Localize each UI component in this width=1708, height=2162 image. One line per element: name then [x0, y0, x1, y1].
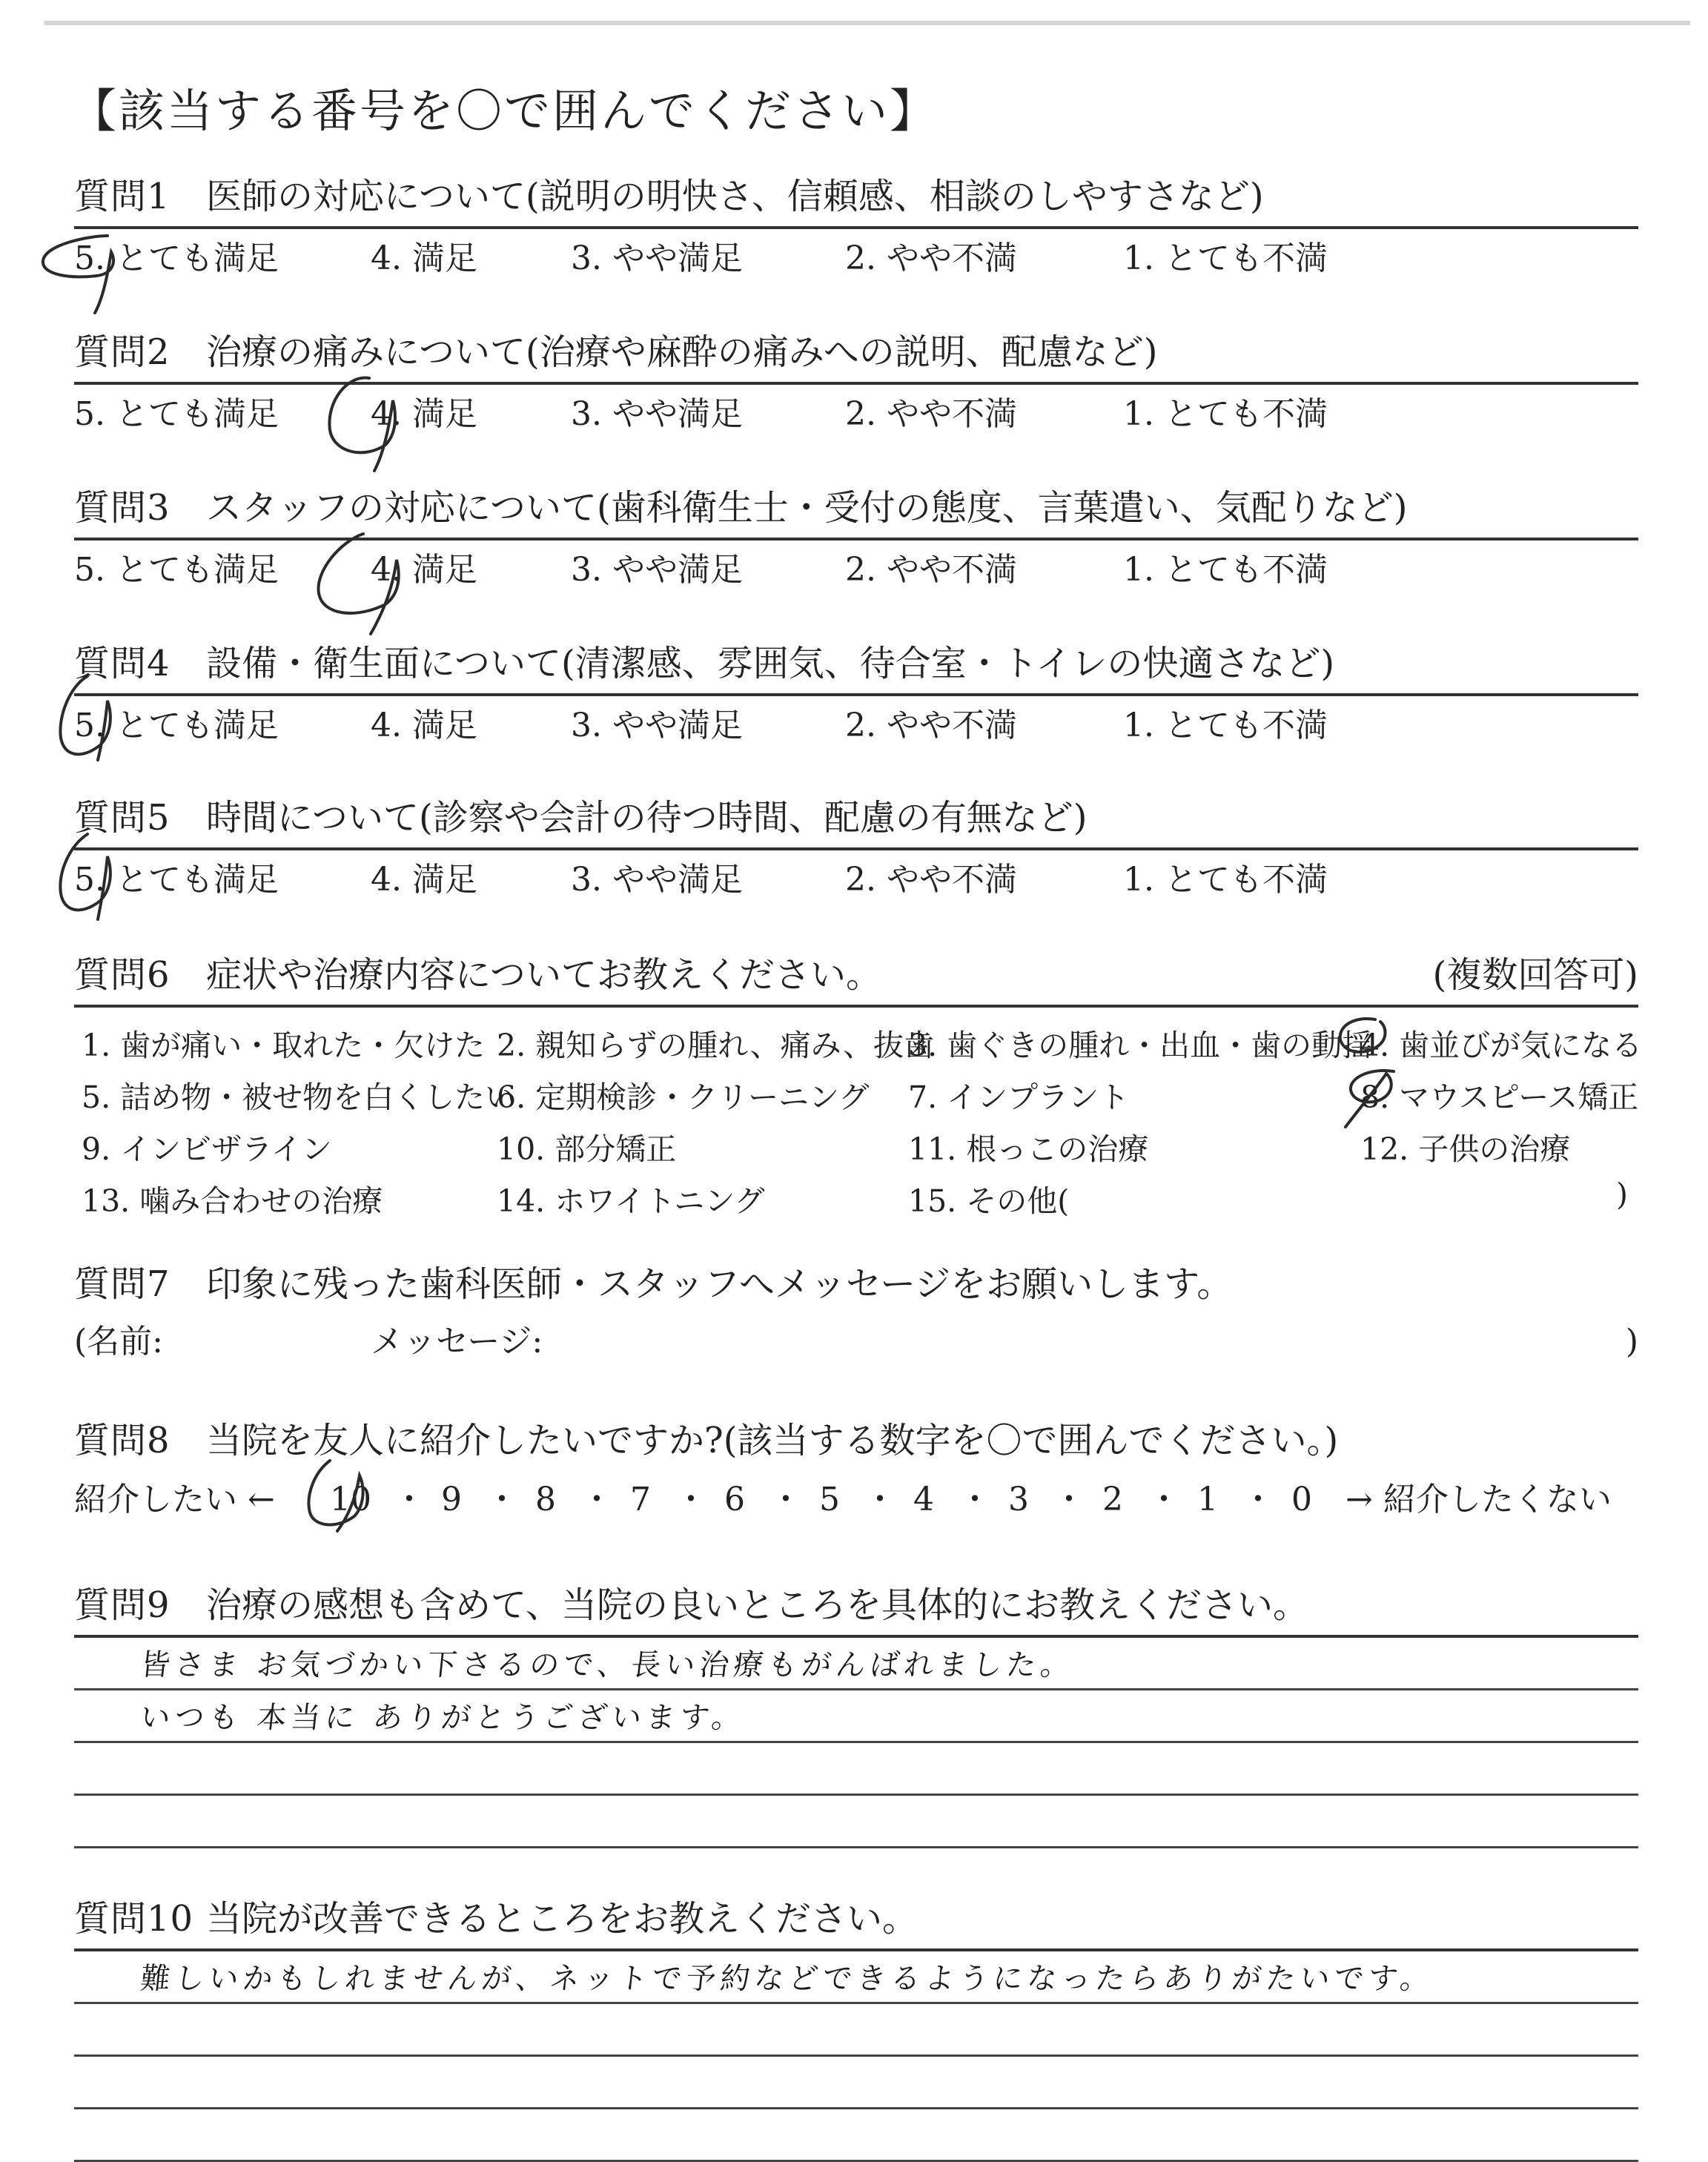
- question-10: [74, 1889, 1638, 2162]
- treatment-option[interactable]: 4. 歯並びが気になる: [1360, 1028, 1643, 1063]
- option-4[interactable]: 4. 満足: [371, 395, 477, 433]
- question-number: 質問8: [74, 1420, 171, 1461]
- option-3[interactable]: 3. やや満足: [571, 551, 743, 589]
- question-number: 質問7: [74, 1263, 171, 1305]
- treatment-option-other[interactable]: 15. その他(: [908, 1183, 1070, 1219]
- treatment-option[interactable]: 3. 歯ぐきの腫れ・出血・歯の動揺: [908, 1028, 1373, 1063]
- option-5[interactable]: 5. とても満足: [74, 395, 279, 433]
- scale-dot: ・: [1242, 1481, 1274, 1518]
- option-3[interactable]: 3. やや満足: [571, 861, 743, 899]
- option-1[interactable]: 1. とても不満: [1123, 551, 1328, 589]
- question-line: [74, 1576, 1638, 1638]
- scale-dot: ・: [1053, 1481, 1085, 1518]
- rating-options: [74, 385, 1638, 444]
- scale-dot: ・: [486, 1481, 518, 1518]
- handwritten-answer: いつも 本当に ありがとうございます。: [139, 1701, 748, 1735]
- question-number: 質問2: [74, 331, 171, 373]
- treatment-option[interactable]: 9. インビザライン: [82, 1131, 332, 1167]
- scale-dot: ・: [959, 1481, 991, 1518]
- scale-7[interactable]: 7: [630, 1481, 651, 1518]
- scale-4[interactable]: 4: [913, 1481, 934, 1518]
- option-4[interactable]: 4. 満足: [371, 861, 477, 899]
- question-title: 症状や治療内容についてお教えください。: [206, 954, 882, 996]
- question-6: [74, 945, 1643, 1223]
- scale-0[interactable]: 0: [1291, 1481, 1312, 1518]
- rating-options: [74, 540, 1638, 600]
- question-title: スタッフの対応について(歯科衛生士・受付の態度、言葉遣い、気配りなど): [206, 487, 1408, 529]
- treatment-option[interactable]: 14. ホワイトニング: [497, 1183, 765, 1219]
- question-title: 治療の感想も含めて、当院の良いところを具体的にお教えください。: [206, 1584, 1309, 1626]
- question-8: [74, 1411, 1638, 1530]
- option-4[interactable]: 4. 満足: [371, 707, 477, 744]
- treatment-option[interactable]: 1. 歯が痛い・取れた・欠けた: [82, 1028, 486, 1063]
- option-1[interactable]: 1. とても不満: [1123, 707, 1328, 744]
- scale-dot: ・: [675, 1481, 707, 1518]
- treatment-option[interactable]: 5. 詰め物・被せ物を白くしたい: [82, 1080, 516, 1115]
- option-2[interactable]: 2. やや不満: [845, 707, 1017, 744]
- answer-line[interactable]: [74, 1951, 1638, 2004]
- answer-line[interactable]: [74, 2109, 1638, 2162]
- scale-2[interactable]: 2: [1102, 1481, 1123, 1518]
- treatment-option[interactable]: 12. 子供の治療: [1360, 1131, 1571, 1167]
- question-line: [74, 788, 1638, 850]
- scale-dot: ・: [393, 1481, 426, 1518]
- question-line: [74, 323, 1638, 385]
- multiple-answers-note: (複数回答可): [1432, 954, 1638, 996]
- treatment-option[interactable]: 8. マウスピース矯正: [1360, 1080, 1639, 1115]
- message-field-line: [74, 1314, 1638, 1369]
- question-number: 質問4: [74, 643, 171, 684]
- question-1: [74, 167, 1638, 288]
- question-7: [74, 1254, 1638, 1369]
- treatment-option[interactable]: 13. 噛み合わせの治療: [82, 1183, 383, 1219]
- other-close-paren: ): [1616, 1177, 1628, 1212]
- question-title: 設備・衛生面について(清潔感、雰囲気、待合室・トイレの快適さなど): [206, 643, 1335, 684]
- scale-10[interactable]: 10: [330, 1481, 371, 1518]
- option-5[interactable]: 5. とても満足: [74, 707, 279, 744]
- message-label: メッセージ:: [371, 1323, 543, 1361]
- option-2[interactable]: 2. やや不満: [845, 239, 1017, 277]
- question-number: 質問9: [74, 1584, 171, 1626]
- treatment-option[interactable]: 7. インプラント: [908, 1080, 1130, 1115]
- option-5[interactable]: 5. とても満足: [74, 551, 279, 589]
- option-1[interactable]: 1. とても不満: [1123, 395, 1328, 433]
- scale-5[interactable]: 5: [819, 1481, 840, 1518]
- answer-line[interactable]: [74, 2004, 1638, 2057]
- scale-1[interactable]: 1: [1197, 1481, 1218, 1518]
- scale-dot: ・: [1148, 1481, 1180, 1518]
- question-number: 質問3: [74, 487, 171, 529]
- treatment-option[interactable]: 10. 部分矯正: [497, 1131, 677, 1167]
- scale-8[interactable]: 8: [535, 1481, 556, 1518]
- scale-3[interactable]: 3: [1008, 1481, 1029, 1518]
- question-line: [74, 478, 1638, 540]
- option-4[interactable]: 4. 満足: [371, 551, 477, 589]
- question-title: 当院を友人に紹介したいですか?(該当する数字を〇で囲んでください。): [206, 1420, 1339, 1461]
- scale-6[interactable]: 6: [724, 1481, 745, 1518]
- option-5[interactable]: 5. とても満足: [74, 861, 279, 899]
- question-4: [74, 634, 1638, 756]
- answer-line[interactable]: [74, 1690, 1638, 1743]
- instruction-header: 【該当する番号を〇で囲んでください】: [70, 84, 939, 138]
- question-2: [74, 323, 1638, 444]
- option-4[interactable]: 4. 満足: [371, 239, 477, 277]
- question-number: 質問6: [74, 954, 171, 996]
- rating-options: [74, 696, 1638, 756]
- scan-top-edge: [44, 21, 1690, 25]
- scale-dot: ・: [580, 1481, 613, 1518]
- scale-right-label: → 紹介したくない: [1345, 1481, 1612, 1518]
- question-title: 医師の対応について(説明の明快さ、信頼感、相談のしやすさなど): [206, 176, 1264, 217]
- recommend-scale: [74, 1470, 1638, 1530]
- question-title: 時間について(診察や会計の待つ時間、配慮の有無など): [206, 797, 1088, 839]
- option-3[interactable]: 3. やや満足: [571, 707, 743, 744]
- option-2[interactable]: 2. やや不満: [845, 861, 1017, 899]
- scale-9[interactable]: 9: [441, 1481, 462, 1518]
- handwritten-answer: 皆さま お気づかい下さるので、長い治療もがんばれました。: [139, 1648, 1076, 1682]
- question-line: [74, 945, 1638, 1008]
- rating-options: [74, 850, 1638, 910]
- question-number: 質問1: [74, 176, 171, 217]
- option-5[interactable]: 5. とても満足: [74, 239, 279, 277]
- name-label: (名前:: [74, 1323, 163, 1361]
- question-number: 質問10: [74, 1898, 194, 1940]
- answer-line[interactable]: [74, 1638, 1638, 1690]
- question-title: 印象に残った歯科医師・スタッフへメッセージをお願いします。: [206, 1263, 1233, 1305]
- scale-dot: ・: [864, 1481, 896, 1518]
- option-1[interactable]: 1. とても不満: [1123, 239, 1328, 277]
- question-9: [74, 1576, 1638, 1848]
- handwritten-answer: 難しいかもしれませんが、ネットで予約などできるようになったらありがたいです。: [139, 1962, 1436, 1996]
- scale-dot: ・: [769, 1481, 802, 1518]
- treatment-option[interactable]: 6. 定期検診・クリーニング: [497, 1080, 870, 1115]
- answer-line[interactable]: [74, 1796, 1638, 1848]
- treatment-option[interactable]: 11. 根っこの治療: [908, 1131, 1149, 1167]
- option-2[interactable]: 2. やや不満: [845, 395, 1017, 433]
- option-2[interactable]: 2. やや不満: [845, 551, 1017, 589]
- option-3[interactable]: 3. やや満足: [571, 239, 743, 277]
- message-close-paren: ): [1625, 1323, 1638, 1361]
- answer-line[interactable]: [74, 1743, 1638, 1796]
- option-3[interactable]: 3. やや満足: [571, 395, 743, 433]
- option-1[interactable]: 1. とても不満: [1123, 861, 1328, 899]
- answer-line[interactable]: [74, 2057, 1638, 2109]
- question-line: [74, 1889, 1638, 1951]
- question-number: 質問5: [74, 797, 171, 839]
- rating-options: [74, 229, 1638, 288]
- treatment-options-grid: [74, 1008, 1643, 1223]
- question-line: [74, 1411, 1638, 1470]
- scale-left-label: 紹介したい ←: [74, 1481, 275, 1518]
- question-title: 当院が改善できるところをお教えください。: [206, 1898, 918, 1940]
- question-5: [74, 788, 1638, 910]
- question-title: 治療の痛みについて(治療や麻酔の痛みへの説明、配慮など): [206, 331, 1158, 373]
- treatment-option[interactable]: 2. 親知らずの腫れ、痛み、抜歯: [497, 1028, 935, 1063]
- question-line: [74, 167, 1638, 229]
- question-line: [74, 634, 1638, 696]
- question-3: [74, 478, 1638, 600]
- question-line: [74, 1254, 1638, 1314]
